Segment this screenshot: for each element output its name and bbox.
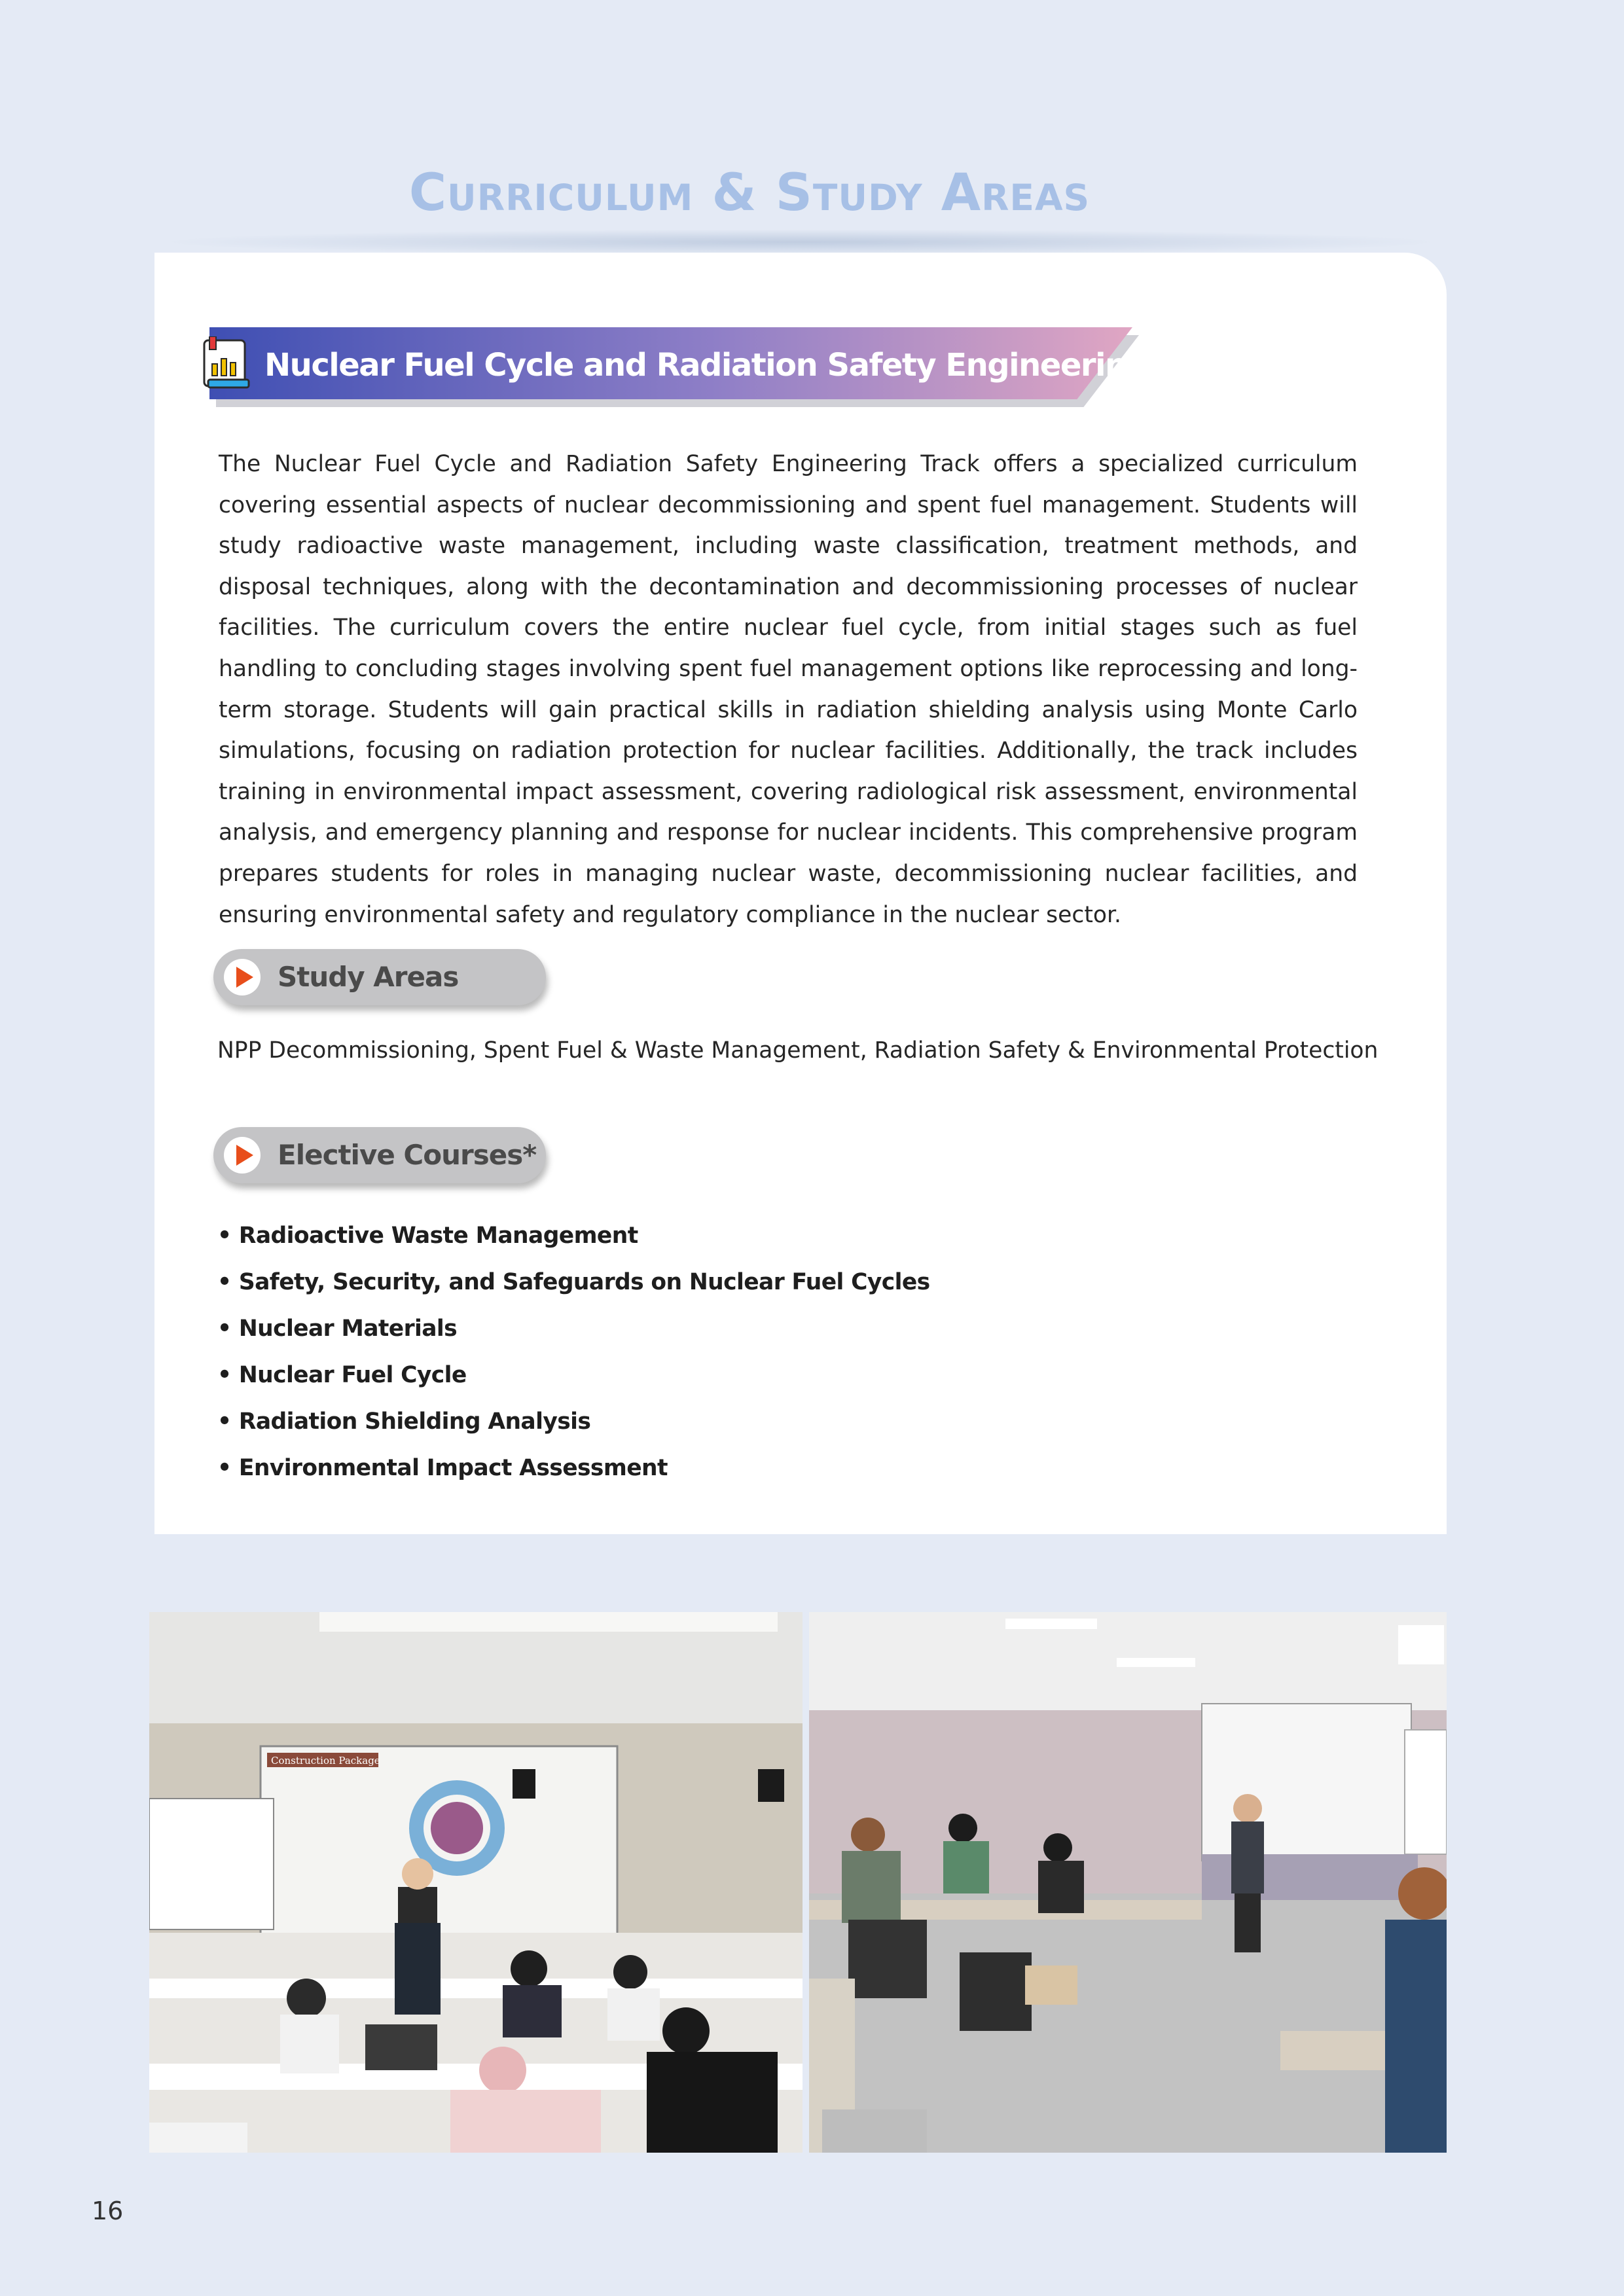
elective-courses-label: Elective Courses* [278,1139,537,1171]
title-shadow [154,229,1447,255]
play-icon [224,1137,261,1174]
slide-title: Construction Package [271,1755,380,1767]
classroom-photo-left [149,1612,803,2153]
play-icon [224,959,261,996]
page-title: Curriculum & Study Areas [408,164,1091,223]
elective-courses-pill [213,1127,546,1183]
study-areas-pill [213,949,546,1005]
track-description: The Nuclear Fuel Cycle and Radiation Safety Engineering Track offers a specialized curriculum covering essential aspects of nuclear decommissioning and spent fuel management. Students will study radioactive waste management, including waste classification, treatment methods, and disposal techniques, along with the decontamination and decommissioning processes of nuclear facilities. The curriculum covers the entire nuclear fuel cycle, from initial stages such as fuel handling to concluding stages involving spent fuel management options like reprocessing and long-term storage. Students will gain practical skills in radiation shielding analysis using Monte Carlo simulations, focusing on radiation protection for nuclear facilities. Additionally, the track includes training in environmental impact assessment, covering radiological risk assessment, environmental analysis, and emergency planning and response for nuclear incidents. This comprehensive program prepares students for roles in managing nuclear waste, decommissioning nuclear facilities, and ensuring environmental safety and regulatory compliance in the nuclear sector. [219,451,1358,928]
course-item: • Nuclear Materials [217,1309,930,1355]
elective-courses-list [217,1216,930,1495]
course-item: • Nuclear Fuel Cycle [217,1355,930,1402]
study-areas-label: Study Areas [278,961,459,993]
study-areas-text: NPP Decommissioning, Spent Fuel & Waste Management, Radiation Safety & Environmental Protection [217,1037,1379,1064]
document-chart-icon [202,336,251,390]
course-item: • Safety, Security, and Safeguards on Nuclear Fuel Cycles [217,1263,930,1309]
track-title: Nuclear Fuel Cycle and Radiation Safety Engineering Track [264,347,1248,384]
course-item: • Environmental Impact Assessment [217,1448,930,1495]
course-item: • Radioactive Waste Management [217,1216,930,1263]
course-item: • Radiation Shielding Analysis [217,1402,930,1448]
page-number: 16 [92,2197,124,2225]
classroom-photo-right [809,1612,1447,2153]
